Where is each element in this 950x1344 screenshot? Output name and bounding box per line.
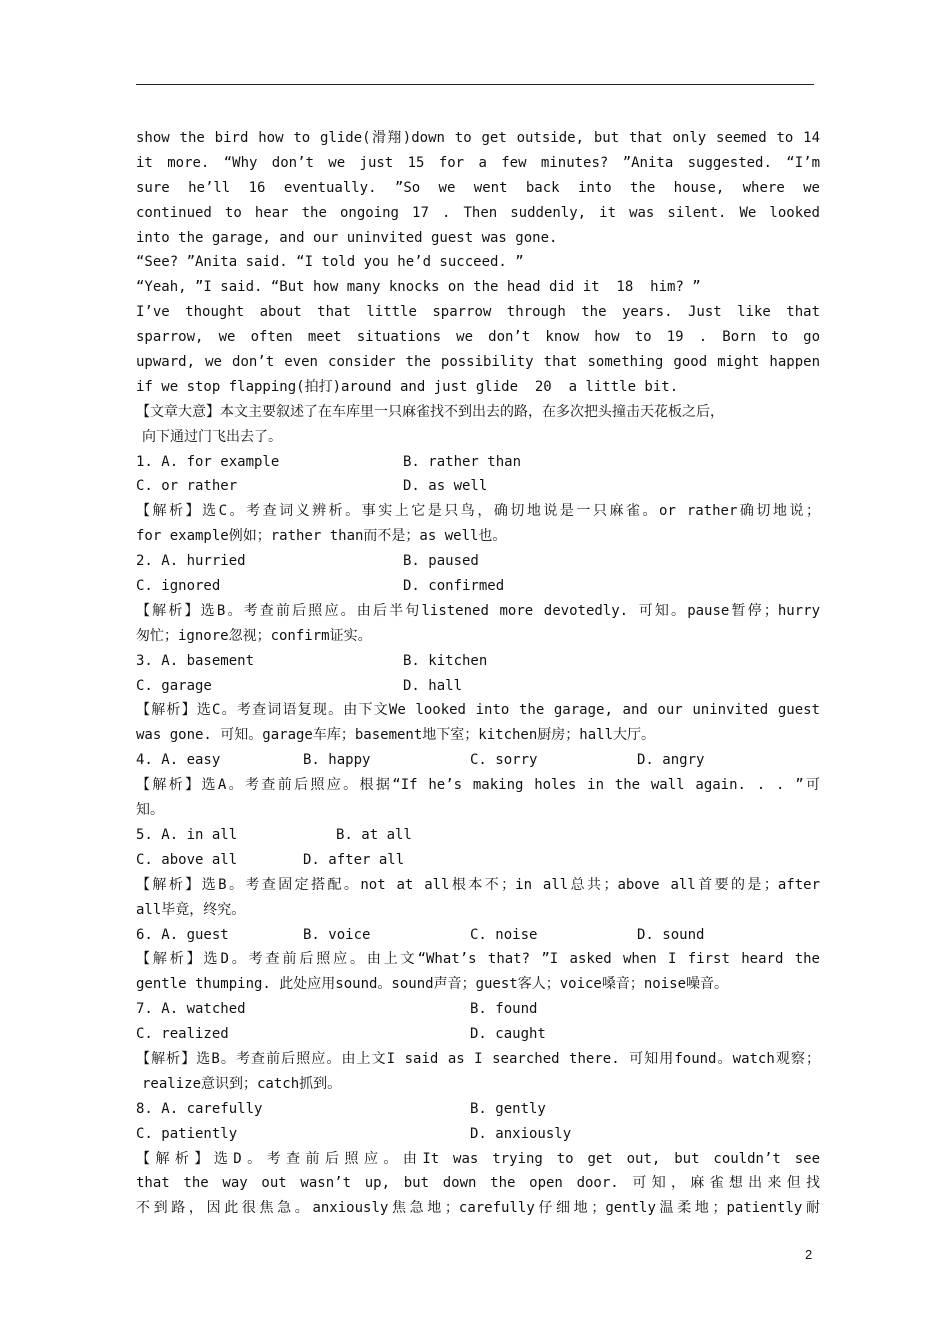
passage-line: “Yeah, ”I said. “But how many knocks on the head did it 18 him? ” [136, 279, 701, 296]
question-options-row [136, 748, 820, 773]
option-a: 4. A. easy [136, 752, 221, 769]
passage-line: sparrow, we often meet situations we don’t know how to 19 . Born to go [136, 329, 820, 346]
option-c: C. patiently [136, 1125, 238, 1142]
explanation-line: gentle thumping. 此处应用sound。sound声音；guest客人；voice嗓音；noise噪音。 [136, 976, 729, 993]
explanation-line: was gone. 可知。garage车库；basement地下室；kitchen厨房；hall大厅。 [136, 727, 656, 744]
option-d: D. angry [637, 752, 705, 769]
question-options-row [136, 1022, 820, 1047]
explanation-line: 【解析】选C。考查词义辨析。事实上它是只鸟，确切地说是一只麻雀。or rather确切地说； [136, 503, 820, 520]
explanation-line: 【解析】选C。考查词语复现。由下文We looked into the garage, and our uninvited guest [136, 702, 820, 719]
option-b: B. happy [303, 752, 371, 769]
option-c: C. garage [136, 677, 212, 694]
passage-line: continued to hear the ongoing 17 . Then suddenly, it was silent. We looked [136, 204, 820, 221]
passage-line: if we stop flapping(拍打)around and just glide 20 a little bit. [136, 378, 679, 395]
option-c: C. sorry [470, 752, 538, 769]
explanation-line: 【解析】选D。考查前后照应。由上文“What’s that? ”I asked when I first heard the [136, 951, 820, 968]
option-a: 3. A. basement [136, 652, 255, 669]
question-options-row [136, 474, 820, 499]
option-d: D. sound [637, 926, 705, 943]
passage-line: I’ve thought about that little sparrow through the years. Just like that [136, 304, 820, 321]
explanation-line: realize意识到；catch抓到。 [142, 1075, 342, 1092]
option-d: D. after all [303, 851, 405, 868]
question-options-row [136, 649, 820, 674]
question-options-row [136, 549, 820, 574]
option-a: 1. A. for example [136, 453, 280, 470]
question-options-row [136, 848, 820, 873]
option-d: D. as well [403, 478, 488, 495]
option-c: C. ignored [136, 578, 221, 595]
option-b: B. kitchen [403, 652, 488, 669]
explanation-line: for example例如；rather than而不是；as well也。 [136, 528, 507, 545]
question-options-row [136, 1122, 820, 1147]
explanation-line: all毕竟，终究。 [136, 901, 246, 918]
option-a: 6. A. guest [136, 926, 229, 943]
option-a: 2. A. hurried [136, 553, 246, 570]
question-options-row [136, 1097, 820, 1122]
option-b: B. rather than [403, 453, 522, 470]
passage-line: it more. “Why don’t we just 15 for a few minutes? ”Anita suggested. “I’m [136, 154, 820, 171]
option-c: C. or rather [136, 478, 238, 495]
explanation-line: 知。 [136, 802, 164, 819]
passage-line: “See? ”Anita said. “I told you he’d succeed. ” [136, 254, 524, 271]
question-options-row [136, 823, 820, 848]
explanation-line: that the way out wasn’t up, but down the open door. 可知，麻雀想出来但找 [136, 1175, 820, 1192]
question-options-row [136, 574, 820, 599]
page-number: 2 [805, 1247, 813, 1262]
option-b: B. at all [336, 826, 412, 843]
option-b: B. voice [303, 926, 371, 943]
question-options-row [136, 997, 820, 1022]
explanation-line: 不到路，因此很焦急。anxiously焦急地；carefully仔细地；gently温柔地；patiently耐 [136, 1200, 820, 1217]
explanation-line: 【解析】选B。考查前后照应。由上文I said as I searched there. 可知用found。watch观察； [136, 1050, 820, 1067]
document-body [136, 126, 820, 1221]
option-b: B. found [470, 1001, 538, 1018]
question-options-row [136, 674, 820, 699]
option-a: 7. A. watched [136, 1001, 246, 1018]
option-a: 5. A. in all [136, 826, 238, 843]
explanation-line: 【解析】选A。考查前后照应。根据“If he’s making holes in the wall again. . . ”可 [136, 777, 820, 794]
summary-line: 向下通过门飞出去了。 [142, 428, 282, 445]
explanation-line: 【解析】选D。考查前后照应。由It was trying to get out, but couldn’t see [136, 1150, 820, 1167]
option-a: 8. A. carefully [136, 1100, 263, 1117]
summary-line: 【文章大意】本文主要叙述了在车库里一只麻雀找不到出去的路，在多次把头撞击天花板之后， [136, 403, 724, 420]
passage-line: into the garage, and our uninvited guest was gone. [136, 229, 558, 246]
option-c: C. above all [136, 851, 238, 868]
option-d: D. confirmed [403, 578, 505, 595]
header-rule [136, 84, 814, 85]
passage-line: show the bird how to glide(滑翔)down to get outside, but that only seemed to 14 [136, 130, 820, 146]
question-options-row [136, 450, 820, 475]
explanation-line: 匆忙；ignore忽视；confirm证实。 [136, 627, 372, 644]
option-d: D. caught [470, 1026, 546, 1043]
option-c: C. realized [136, 1026, 229, 1043]
passage-line: sure he’ll 16 eventually. ”So we went back into the house, where we [136, 179, 820, 196]
option-c: C. noise [470, 926, 538, 943]
option-d: D. hall [403, 677, 463, 694]
passage-line: upward, we don’t even consider the possibility that something good might happen [136, 354, 820, 371]
option-b: B. paused [403, 553, 479, 570]
option-d: D. anxiously [470, 1125, 572, 1142]
option-b: B. gently [470, 1100, 546, 1117]
question-options-row [136, 923, 820, 948]
explanation-line: 【解析】选B。考查固定搭配。not at all根本不；in all总共；above all首要的是；after [136, 876, 820, 893]
explanation-line: 【解析】选B。考查前后照应。由后半句listened more devotedly. 可知。pause暂停；hurry [136, 602, 820, 619]
